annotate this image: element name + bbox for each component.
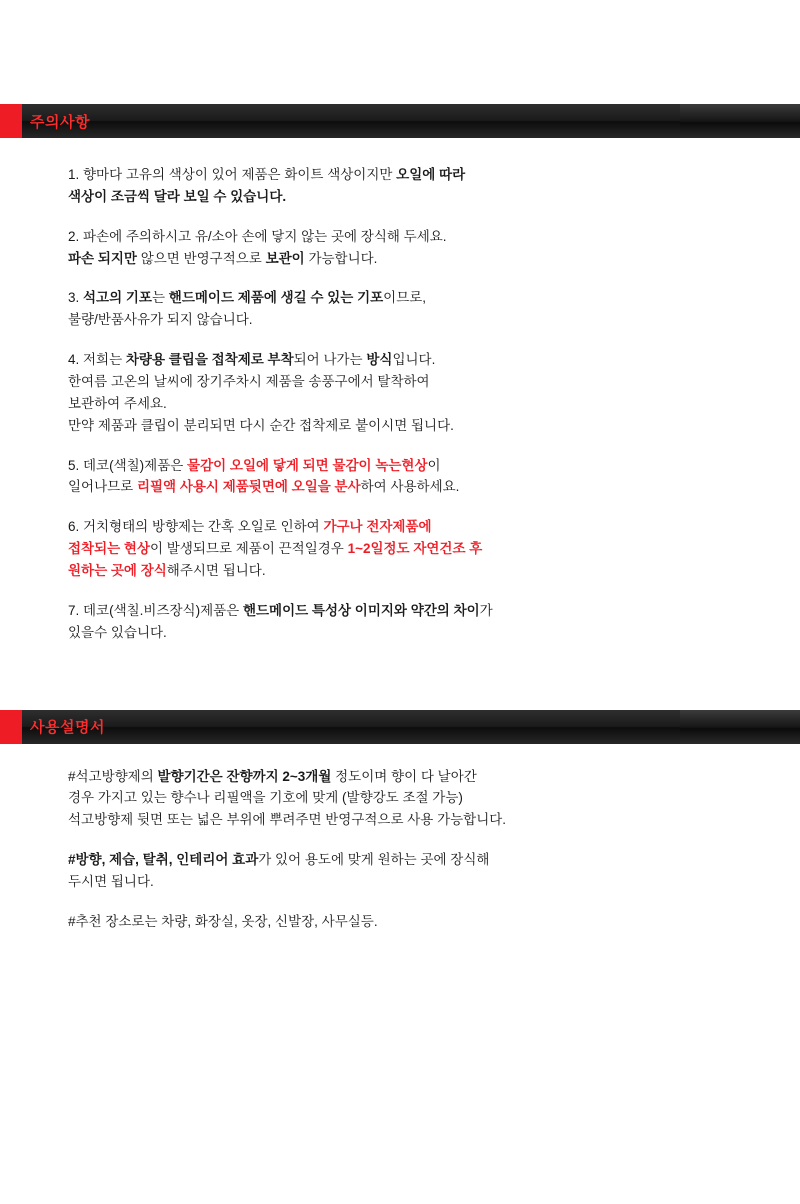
paragraph — [68, 849, 752, 893]
text-run: 만약 제품과 클립이 분리되면 다시 순간 접착제로 붙이시면 됩니다. — [68, 417, 454, 433]
paragraph — [68, 766, 752, 832]
text-run: 하여 사용하세요. — [360, 479, 460, 495]
text-run: 6. 거치형태의 방향제는 간혹 오일로 인하여 — [68, 519, 324, 535]
text-run: 방식 — [366, 352, 393, 368]
text-run: 가능합니다. — [308, 250, 378, 266]
text-run: 석고의 기포 — [83, 290, 152, 306]
text-run: 이 — [427, 457, 441, 473]
paragraph-line — [68, 458, 441, 473]
paragraph-line — [68, 418, 454, 433]
text-run: 물감이 오일에 닿게 되면 물감이 녹는현상 — [187, 457, 428, 473]
section-title-notice: 주의사항 — [30, 113, 90, 131]
text-run: 경우 가지고 있는 향수나 리필액을 기호에 맞게 (발향강도 조절 가능) — [68, 790, 463, 806]
text-run: 이 발생되므로 제품이 끈적일경우 — [150, 541, 348, 557]
paragraph-line — [68, 479, 459, 494]
paragraph — [68, 911, 752, 933]
text-run: 않으면 반영구적으로 — [140, 250, 266, 266]
text-run: 핸드메이드 특성상 이미지와 약간의 차이 — [242, 602, 480, 618]
text-run: 입니다. — [392, 352, 436, 368]
section-title-bar-notice — [22, 104, 800, 138]
text-run: 7. 데코(색칠.비즈장식)제품은 — [68, 602, 243, 618]
paragraph-line — [68, 519, 432, 534]
section-title-bar-usage — [22, 710, 800, 744]
text-run: 있을수 있습니다. — [68, 624, 167, 640]
paragraph-line — [68, 769, 477, 784]
text-run: 해주시면 됩니다. — [166, 563, 266, 579]
text-run: 되어 나가는 — [293, 352, 367, 368]
section-body-usage — [0, 744, 800, 933]
paragraph — [68, 516, 752, 582]
text-run: 한여름 고온의 날씨에 장기주차시 제품을 송풍구에서 탈착하여 — [68, 374, 430, 390]
text-run: 1~2일정도 자연건조 후 — [347, 541, 483, 557]
paragraph-line — [68, 167, 465, 182]
document-page — [0, 104, 800, 1204]
text-run: #석고방향제의 — [68, 768, 158, 784]
text-run: 석고방향제 뒷면 또는 넓은 부위에 뿌려주면 반영구적으로 사용 가능합니다. — [68, 812, 507, 828]
text-run: 오일에 따라 — [396, 167, 466, 182]
text-run: 정도이며 향이 다 날아간 — [331, 768, 477, 784]
paragraph-line — [68, 603, 493, 618]
paragraph-line — [68, 812, 506, 827]
paragraph — [68, 287, 752, 331]
text-run: 차량용 클립을 접착제로 부착 — [125, 352, 294, 368]
paragraph-line — [68, 374, 430, 389]
section-body-notice — [0, 138, 800, 644]
text-run: 2. 파손에 주의하시고 유/소아 손에 닿지 않는 곳에 장식해 두세요. — [68, 228, 447, 244]
text-run: 보관이 — [265, 250, 309, 266]
text-run: 는 — [151, 290, 169, 306]
paragraph — [68, 226, 752, 270]
section-title-usage: 사용설명서 — [30, 719, 105, 737]
paragraph-line — [68, 874, 154, 889]
paragraph — [68, 164, 752, 208]
paragraph-line — [68, 790, 463, 805]
text-run: 색상이 조금씩 달라 보일 수 있습니다. — [68, 188, 287, 204]
paragraph — [68, 455, 752, 499]
paragraph-line — [68, 251, 377, 266]
section-accent-bar-usage — [0, 710, 22, 744]
paragraph-line — [68, 290, 426, 305]
text-run: #방향, 제습, 탈취, 인테리어 효과 — [68, 852, 259, 868]
paragraph-line — [68, 229, 447, 244]
text-run: 가구나 전자제품에 — [323, 519, 432, 535]
paragraph-line — [68, 625, 167, 640]
section-header-notice — [0, 104, 800, 138]
section-accent-bar-notice — [0, 104, 22, 138]
paragraph-line — [68, 852, 489, 867]
paragraph-line — [68, 541, 482, 556]
paragraph — [68, 600, 752, 644]
text-run: 일어나므로 — [68, 479, 137, 495]
text-run: 두시면 됩니다. — [68, 874, 154, 890]
paragraph-line — [68, 396, 167, 411]
paragraph-line — [68, 312, 253, 327]
text-run: 가 — [479, 602, 493, 618]
paragraph-line — [68, 189, 286, 204]
text-run: 이므로, — [383, 290, 427, 306]
section-bar-tail-usage — [680, 710, 800, 744]
text-run: 접착되는 현상 — [68, 541, 150, 557]
text-run: 보관하여 주세요. — [68, 395, 167, 411]
text-run: 원하는 곳에 장식 — [68, 563, 167, 579]
text-run: 리필액 사용시 제품뒷면에 오일을 분사 — [136, 479, 361, 495]
paragraph-line — [68, 563, 266, 578]
text-run: 파손 되지만 — [68, 250, 141, 266]
paragraph — [68, 349, 752, 436]
text-run: 5. 데코(색칠)제품은 — [68, 457, 188, 473]
section-bar-tail-notice — [680, 104, 800, 138]
text-run: 3. — [68, 290, 84, 306]
text-run: 가 있어 용도에 맞게 원하는 곳에 장식해 — [258, 852, 490, 868]
section-header-usage — [0, 710, 800, 744]
text-run: 핸드메이드 제품에 생길 수 있는 기포 — [168, 290, 384, 306]
text-run: 발향기간은 잔향까지 2~3개월 — [157, 768, 332, 784]
text-run: #추천 장소로는 차량, 화장실, 옷장, 신발장, 사무실등. — [68, 913, 378, 929]
paragraph-line — [68, 914, 378, 929]
text-run: 4. 저희는 — [68, 352, 126, 368]
paragraph-line — [68, 352, 435, 367]
text-run: 1. 향마다 고유의 색상이 있어 제품은 화이트 색상이지만 — [68, 167, 397, 182]
text-run: 불량/반품사유가 되지 않습니다. — [68, 312, 253, 328]
section-gap — [0, 644, 800, 710]
